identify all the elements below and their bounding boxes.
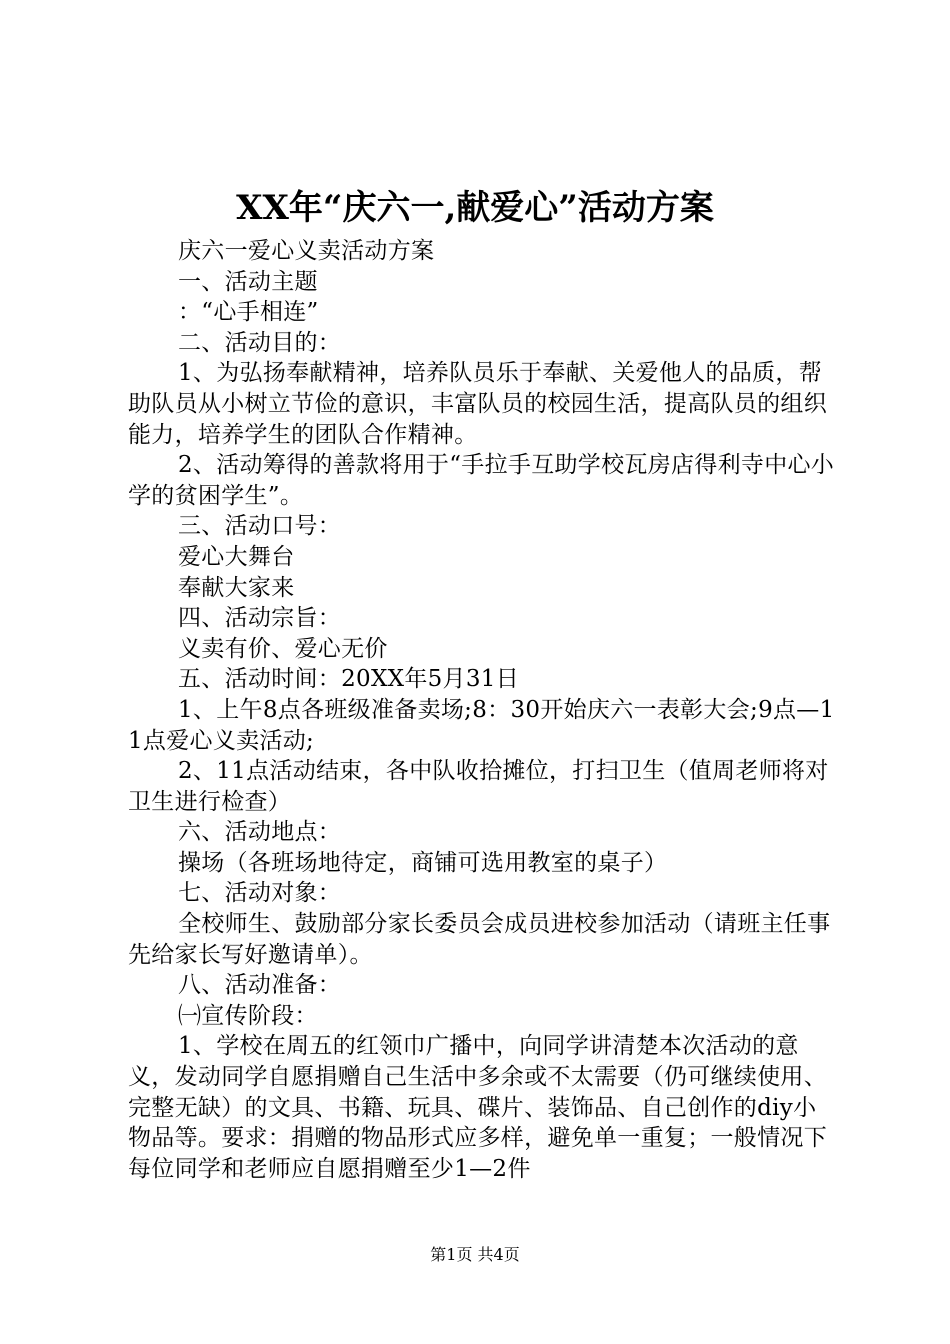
section-heading: 四、活动宗旨：: [178, 605, 342, 632]
paragraph: 庆六一爱心义卖活动方案: [178, 238, 435, 264]
subsection-heading: ㈠宣传阶段：: [178, 1002, 318, 1029]
section-heading: 六、活动地点：: [178, 819, 342, 846]
section-heading: 七、活动对象：: [178, 880, 342, 907]
document-body: [128, 236, 838, 1184]
section-heading: 五、活动时间：20XX年5月31日: [178, 666, 520, 693]
paragraph: 1、上午8点各班级准备卖场;8：30开始庆六一表彰大会;9点—11点爱心义卖活动;: [128, 696, 835, 754]
section-heading: 八、活动准备：: [178, 972, 342, 999]
paragraph: 2、11点活动结束，各中队收拾摊位，打扫卫生（值周老师将对卫生进行检查）: [128, 758, 829, 815]
paragraph: 爱心大舞台: [178, 543, 295, 570]
paragraph: 操场（各班场地待定，商铺可选用教室的桌子）: [178, 849, 668, 876]
paragraph: 义卖有价、爱心无价: [178, 635, 388, 662]
paragraph: 2、活动筹得的善款将用于“手拉手互助学校瓦房店得利寺中心小学的贫困学生”。: [128, 452, 835, 509]
section-heading: 二、活动目的：: [178, 329, 342, 356]
paragraph: 1、学校在周五的红领巾广播中，向同学讲清楚本次活动的意义，发动同学自愿捐赠自己生活中多余或不太需要（仍可继续使用、完整无缺）的文具、书籍、玩具、碟片、装饰品、自己创作的diy小物品等。要求：捐赠的物品形式应多样，避免单一重复；一般情况下每位同学和老师应自愿捐赠至少1—2件: [128, 1033, 827, 1182]
paragraph: 奉献大家来: [178, 574, 295, 601]
page-footer: 第1页 共4页: [430, 1245, 520, 1264]
document-title: XX年“庆六一,献爱心”活动方案: [236, 188, 714, 228]
paragraph: 全校师生、鼓励部分家长委员会成员进校参加活动（请班主任事先给家长写好邀请单）。: [128, 911, 831, 968]
section-heading: 三、活动口号：: [178, 513, 342, 540]
paragraph: ：“心手相连”: [178, 299, 319, 326]
paragraph: 1、为弘扬奉献精神，培养队员乐于奉献、关爱他人的品质，帮助队员从小树立节俭的意识，丰富队员的校园生活，提高队员的组织能力，培养学生的团队合作精神。: [128, 360, 827, 448]
section-heading: 一、活动主题: [178, 268, 318, 295]
